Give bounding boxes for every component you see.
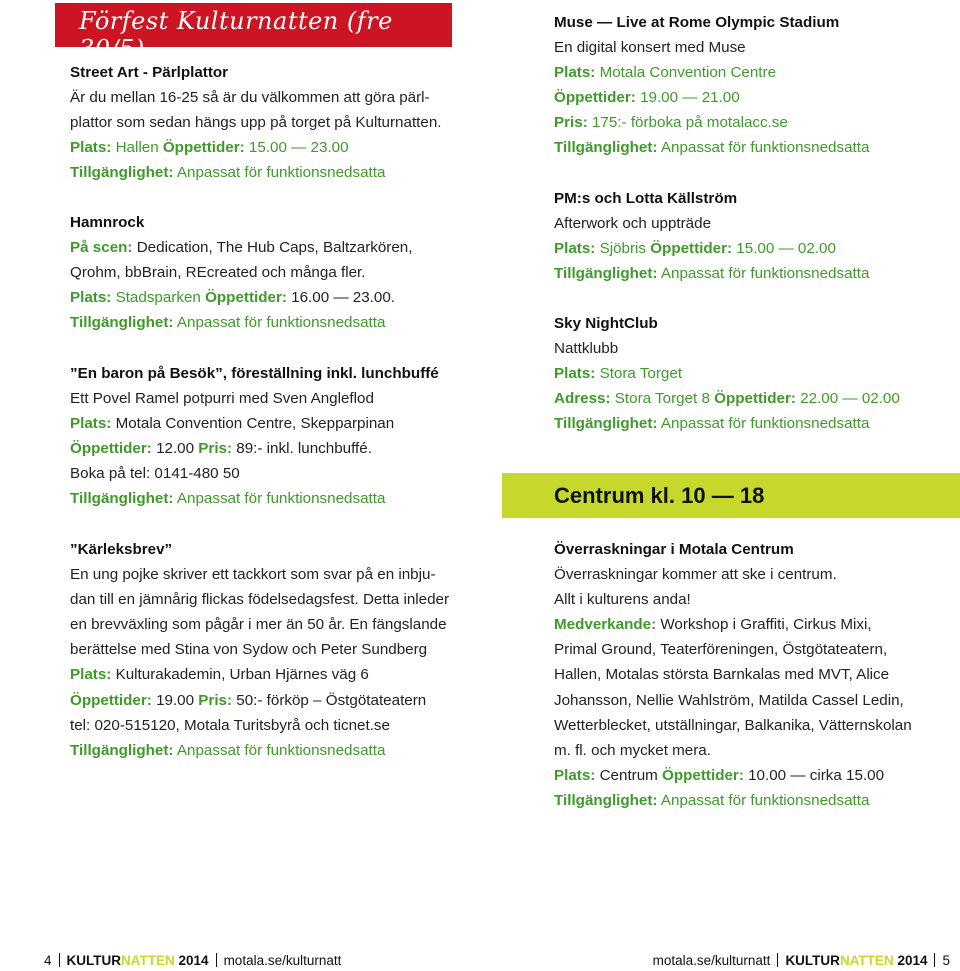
event-location: Plats: Kulturakademin, Urban Hjärnes väg 6 (70, 666, 369, 684)
brand-year: 2014 (893, 953, 928, 968)
footer-url[interactable]: motala.se/kulturnatt (223, 953, 342, 968)
event-booking: Boka på tel: 0141-480 50 (70, 465, 240, 483)
event-sky-nightclub (554, 311, 954, 436)
event-accessibility: Tillgänglighet: Anpassat för funktionsnedsatta (70, 314, 386, 332)
event-accessibility: Tillgänglighet: Anpassat för funktionsnedsatta (70, 164, 386, 182)
event-description: Är du mellan 16-25 så är du välkommen att göra pärl- (70, 89, 430, 107)
event-accessibility: Tillgänglighet: Anpassat för funktionsnedsatta (554, 265, 870, 283)
event-accessibility: Tillgänglighet: Anpassat för funktionsnedsatta (554, 791, 870, 809)
event-hamnrock (70, 210, 470, 335)
event-accessibility: Tillgänglighet: Anpassat för funktionsnedsatta (554, 415, 870, 433)
event-overraskningar (554, 537, 954, 813)
event-accessibility: Tillgänglighet: Anpassat för funktionsnedsatta (554, 139, 870, 157)
event-description: Nattklubb (554, 340, 619, 358)
event-participants-cont: Primal Ground, Teaterföreningen, Östgötateatern, (554, 641, 888, 659)
brand-natten: NATTEN (839, 953, 894, 968)
header-banner-centrum (502, 473, 960, 518)
footer-divider (59, 953, 60, 967)
page-number: 5 (942, 953, 950, 968)
event-lineup: På scen: Dedication, The Hub Caps, Baltzarkören, (70, 239, 413, 257)
footer-left (44, 953, 341, 969)
header-banner-forfest (55, 3, 452, 63)
banner-title: Förfest Kulturnatten (fre 30/5) (79, 7, 393, 63)
event-location: Plats: Motala Convention Centre (554, 64, 777, 82)
event-accessibility: Tillgänglighet: Anpassat för funktionsnedsatta (70, 490, 386, 508)
event-price: Pris: 175:- förboka på motalacc.se (554, 114, 788, 132)
event-participants-cont: m. fl. och mycket mera. (554, 741, 711, 759)
event-description: plattor som sedan hängs upp på torget på Kulturnatten. (70, 114, 442, 132)
event-title: Överraskningar i Motala Centrum (554, 541, 794, 558)
footer-divider (934, 953, 935, 967)
event-location: Plats: Stora Torget (554, 365, 683, 383)
event-title: Sky NightClub (554, 315, 658, 332)
event-location-hours: Plats: Sjöbris Öppettider: 15.00 — 02.00 (554, 240, 836, 258)
event-location: Plats: Motala Convention Centre, Skepparpinan (70, 415, 395, 433)
event-location-hours: Plats: Stadsparken Öppettider: 16.00 — 23.00. (70, 289, 395, 307)
event-participants-cont: Johansson, Nellie Wahlström, Matilda Cassel Ledin, (554, 691, 904, 709)
event-accessibility: Tillgänglighet: Anpassat för funktionsnedsatta (70, 741, 386, 759)
event-title: PM:s och Lotta Källström (554, 190, 738, 207)
event-participants-cont: Wetterblecket, utställningar, Balkanika, Vätternskolan (554, 716, 912, 734)
event-title: Muse — Live at Rome Olympic Stadium (554, 14, 840, 31)
event-pm (554, 186, 954, 286)
event-title: ”En baron på Besök”, föreställning inkl. lunchbuffé (70, 365, 439, 382)
event-description: Ett Povel Ramel potpurri med Sven Angleflod (70, 390, 374, 408)
event-address-hours: Adress: Stora Torget 8 Öppettider: 22.00 — 02.00 (554, 390, 900, 408)
footer-url[interactable]: motala.se/kulturnatt (652, 953, 771, 968)
footer-divider (777, 953, 778, 967)
page-number: 4 (44, 953, 52, 968)
event-street-art (70, 60, 470, 185)
footer-right (653, 953, 950, 969)
brand-year: 2014 (174, 953, 209, 968)
event-participants: Medverkande: Workshop i Graffiti, Cirkus Mixi, (554, 616, 872, 634)
event-baron (70, 361, 470, 512)
event-title: Hamnrock (70, 214, 145, 231)
event-location-hours: Plats: Centrum Öppettider: 10.00 — cirka 15.00 (554, 766, 885, 784)
brand-kultur: KULTUR (785, 953, 840, 968)
event-tickets: tel: 020-515120, Motala Turitsbyrå och ticnet.se (70, 716, 390, 734)
event-description: dan till en jämnårig flickas födelsedagsfest. Detta inleder (70, 591, 450, 609)
event-hours-price: Öppettider: 12.00 Pris: 89:- inkl. lunchbuffé. (70, 440, 372, 458)
event-hours: Öppettider: 19.00 — 21.00 (554, 89, 740, 107)
event-description: Överraskningar kommer att ske i centrum. (554, 566, 837, 584)
event-lineup-cont: Qrohm, bbBrain, REcreated och många fler. (70, 264, 366, 282)
event-karleksbrev (70, 537, 470, 763)
event-location-hours: Plats: Hallen Öppettider: 15.00 — 23.00 (70, 139, 349, 157)
event-title: Street Art - Pärlplattor (70, 64, 229, 81)
event-participants-cont: Hallen, Motalas största Barnkalas med MVT, Alice (554, 666, 890, 684)
event-hours-price: Öppettider: 19.00 Pris: 50:- förköp – Östgötateatern (70, 691, 427, 709)
event-muse (554, 10, 954, 161)
event-description: Allt i kulturens anda! (554, 591, 691, 609)
brand-natten: NATTEN (121, 953, 175, 968)
event-title: ”Kärleksbrev” (70, 541, 173, 558)
brand-kultur: KULTUR (66, 953, 122, 968)
event-description: Afterwork och uppträde (554, 215, 712, 233)
footer-divider (216, 953, 217, 967)
event-description: en brevväxling som pågår i mer än 50 år. En fängslande (70, 616, 447, 634)
event-description: En ung pojke skriver ett tackkort som svar på en inbju- (70, 566, 436, 584)
banner-title: Centrum kl. 10 — 18 (554, 483, 765, 508)
event-description: berättelse med Stina von Sydow och Peter Sundberg (70, 641, 428, 659)
event-description: En digital konsert med Muse (554, 39, 746, 57)
